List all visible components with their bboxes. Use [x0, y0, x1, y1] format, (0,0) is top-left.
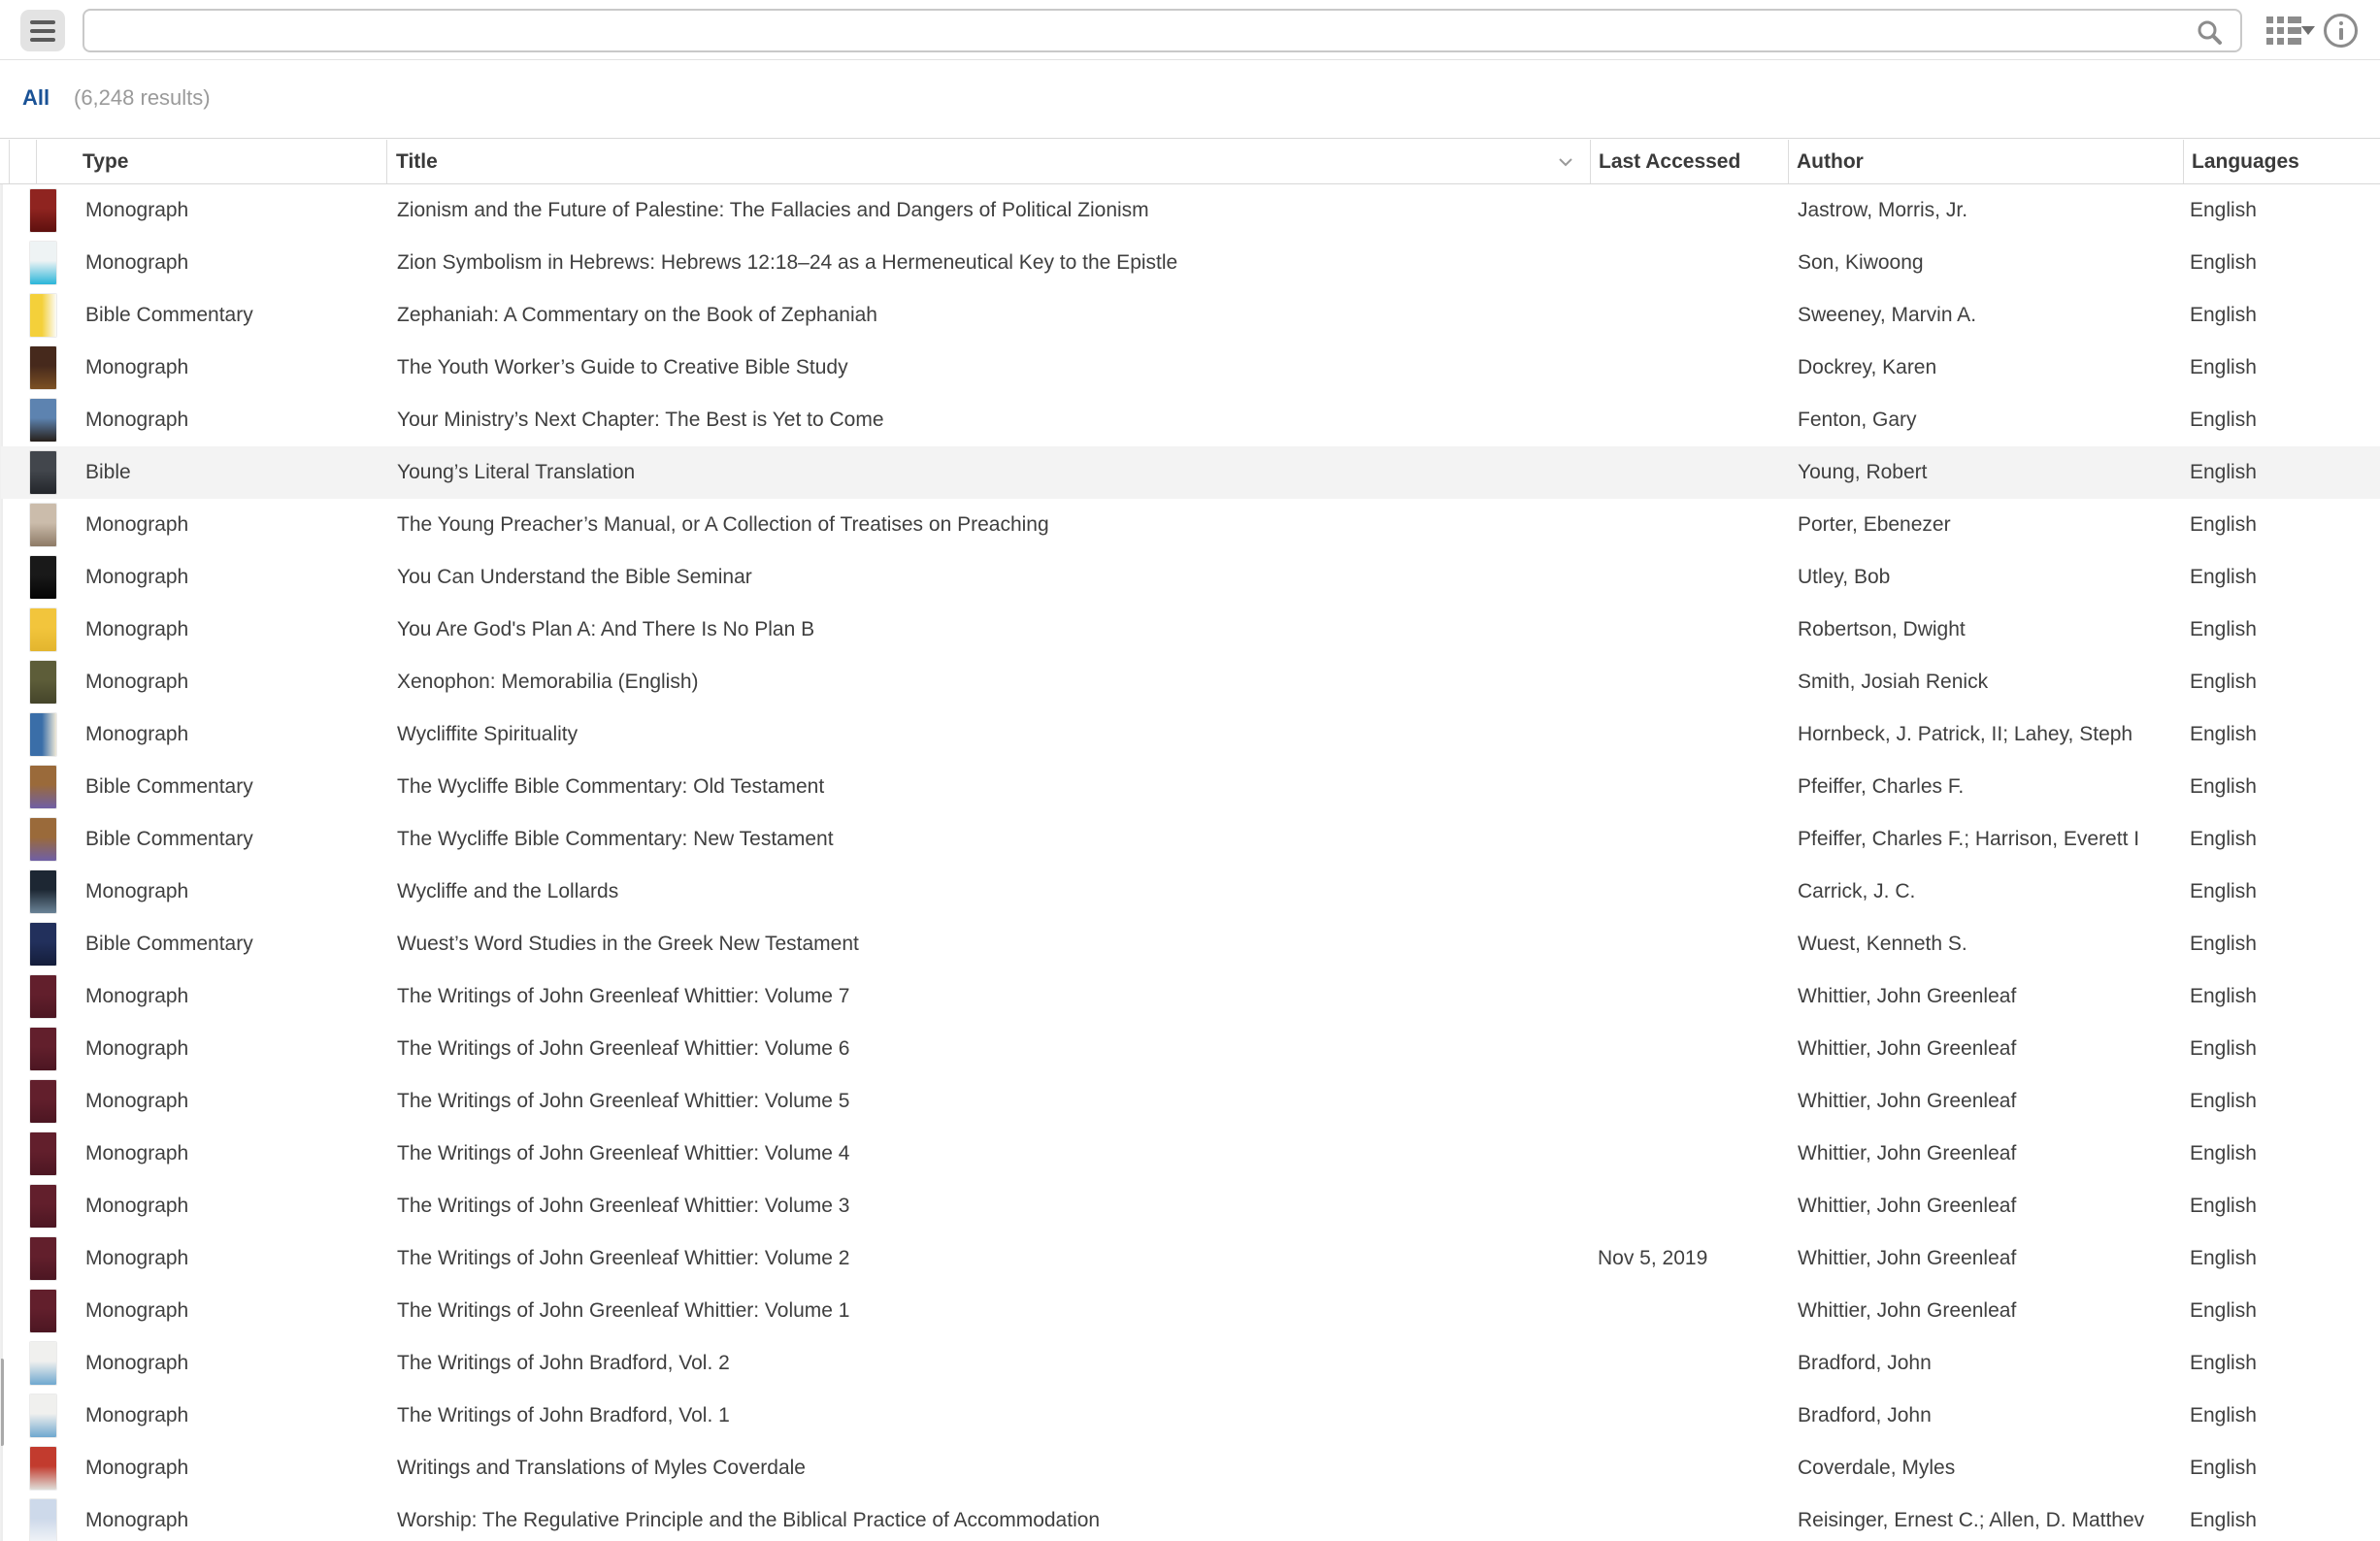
- resource-last-accessed: [1598, 1285, 1787, 1337]
- resource-type: Monograph: [85, 1457, 189, 1479]
- resource-language: English: [2190, 1509, 2257, 1531]
- search-input[interactable]: [96, 13, 2193, 49]
- table-row[interactable]: [1, 918, 2380, 970]
- resource-author: Reisinger, Ernest C.; Allen, D. Matthev: [1798, 1509, 2145, 1531]
- top-toolbar: [0, 0, 2380, 60]
- resource-title: The Writings of John Greenleaf Whittier: Volume 1: [397, 1299, 850, 1322]
- resource-last-accessed: [1598, 1128, 1787, 1180]
- book-cover-thumbnail: [30, 1028, 56, 1070]
- column-header-title[interactable]: Title: [396, 150, 438, 173]
- book-cover-thumbnail: [30, 1499, 56, 1541]
- book-cover-thumbnail: [30, 713, 56, 756]
- book-cover-thumbnail: [30, 1394, 56, 1437]
- resource-author: Dockrey, Karen: [1798, 356, 1937, 378]
- resource-language: English: [2190, 566, 2257, 588]
- table-row[interactable]: [1, 1180, 2380, 1232]
- book-cover-thumbnail: [30, 818, 56, 861]
- table-row[interactable]: [1, 970, 2380, 1023]
- resource-title: The Wycliffe Bible Commentary: New Testament: [397, 828, 834, 850]
- column-header-languages[interactable]: Languages: [2192, 150, 2299, 173]
- table-row[interactable]: [1, 446, 2380, 499]
- resource-title: The Wycliffe Bible Commentary: Old Testament: [397, 775, 825, 798]
- book-cover-thumbnail: [30, 556, 56, 599]
- resource-language: English: [2190, 409, 2257, 431]
- table-row[interactable]: [1, 1023, 2380, 1075]
- table-row[interactable]: [1, 289, 2380, 342]
- resource-last-accessed: [1598, 342, 1787, 394]
- resource-language: English: [2190, 513, 2257, 536]
- resource-author: Whittier, John Greenleaf: [1798, 985, 2017, 1007]
- book-cover-thumbnail: [30, 923, 56, 966]
- resource-last-accessed: [1598, 237, 1787, 289]
- resource-author: Whittier, John Greenleaf: [1798, 1247, 2017, 1269]
- book-cover-thumbnail: [30, 1237, 56, 1280]
- book-cover-thumbnail: [30, 1447, 56, 1490]
- resource-type: Monograph: [85, 1404, 189, 1426]
- resource-type: Monograph: [85, 1142, 189, 1164]
- resource-type: Monograph: [85, 671, 189, 693]
- resource-author: Bradford, John: [1798, 1352, 1932, 1374]
- resource-language: English: [2190, 304, 2257, 326]
- resource-last-accessed: [1598, 394, 1787, 446]
- resource-author: Carrick, J. C.: [1798, 880, 1916, 902]
- resource-last-accessed: [1598, 184, 1787, 237]
- book-cover-thumbnail: [30, 451, 56, 494]
- resource-title: The Writings of John Greenleaf Whittier: Volume 2: [397, 1247, 850, 1269]
- resource-author: Whittier, John Greenleaf: [1798, 1299, 2017, 1322]
- resource-language: English: [2190, 933, 2257, 955]
- resource-title: The Writings of John Greenleaf Whittier: Volume 4: [397, 1142, 850, 1164]
- resource-type: Bible Commentary: [85, 828, 253, 850]
- resource-language: English: [2190, 723, 2257, 745]
- resource-title: Your Ministry’s Next Chapter: The Best is Yet to Come: [397, 409, 884, 431]
- table-row[interactable]: [1, 761, 2380, 813]
- resource-title: The Writings of John Greenleaf Whittier: Volume 3: [397, 1195, 850, 1217]
- resource-language: English: [2190, 775, 2257, 798]
- book-cover-thumbnail: [30, 661, 56, 704]
- book-cover-thumbnail: [30, 1185, 56, 1228]
- column-header-author[interactable]: Author: [1797, 150, 1864, 173]
- resource-type: Monograph: [85, 618, 189, 640]
- resource-title: Wycliffe and the Lollards: [397, 880, 619, 902]
- resource-title: The Young Preacher’s Manual, or A Collection of Treatises on Preaching: [397, 513, 1049, 536]
- resource-last-accessed: [1598, 970, 1787, 1023]
- resource-language: English: [2190, 1299, 2257, 1322]
- resource-title: Zephaniah: A Commentary on the Book of Zephaniah: [397, 304, 877, 326]
- resource-last-accessed: [1598, 656, 1787, 708]
- table-row[interactable]: [1, 394, 2380, 446]
- table-row[interactable]: [1, 1232, 2380, 1285]
- table-row[interactable]: [1, 342, 2380, 394]
- resource-type: Bible: [85, 461, 131, 483]
- resource-author: Utley, Bob: [1798, 566, 1891, 588]
- resource-language: English: [2190, 1195, 2257, 1217]
- filter-all-link[interactable]: All: [22, 85, 50, 110]
- resource-title: Zion Symbolism in Hebrews: Hebrews 12:18–24 as a Hermeneutical Key to the Epistle: [397, 251, 1178, 274]
- resource-language: English: [2190, 251, 2257, 274]
- resource-type: Monograph: [85, 1090, 189, 1112]
- book-cover-thumbnail: [30, 1132, 56, 1175]
- hamburger-menu-button[interactable]: [20, 10, 65, 51]
- resource-last-accessed: [1598, 551, 1787, 604]
- table-row[interactable]: [1, 1075, 2380, 1128]
- resource-type: Monograph: [85, 723, 189, 745]
- results-bar: [0, 60, 2380, 138]
- resource-type: Bible Commentary: [85, 775, 253, 798]
- resource-last-accessed: [1598, 761, 1787, 813]
- resource-type: Monograph: [85, 409, 189, 431]
- resource-author: Wuest, Kenneth S.: [1798, 933, 1967, 955]
- resource-type: Monograph: [85, 356, 189, 378]
- results-count: (6,248 results): [74, 85, 211, 110]
- resource-title: The Writings of John Greenleaf Whittier: Volume 6: [397, 1037, 850, 1060]
- column-header-last-accessed[interactable]: Last Accessed: [1599, 150, 1741, 173]
- resource-last-accessed: [1598, 918, 1787, 970]
- resource-language: English: [2190, 1037, 2257, 1060]
- resource-last-accessed: [1598, 1337, 1787, 1390]
- book-cover-thumbnail: [30, 608, 56, 651]
- table-row[interactable]: [1, 1128, 2380, 1180]
- resource-type: Monograph: [85, 566, 189, 588]
- book-cover-thumbnail: [30, 294, 56, 337]
- resource-last-accessed: [1598, 289, 1787, 342]
- resource-language: English: [2190, 880, 2257, 902]
- resource-author: Whittier, John Greenleaf: [1798, 1142, 2017, 1164]
- book-cover-thumbnail: [30, 504, 56, 546]
- table-row[interactable]: [1, 866, 2380, 918]
- resource-last-accessed: [1598, 1180, 1787, 1232]
- resource-title: Writings and Translations of Myles Coverdale: [397, 1457, 806, 1479]
- resource-language: English: [2190, 356, 2257, 378]
- resource-type: Monograph: [85, 1299, 189, 1322]
- view-options-icon[interactable]: [2266, 16, 2297, 45]
- resource-author: Coverdale, Myles: [1798, 1457, 1956, 1479]
- chevron-down-icon[interactable]: [1556, 153, 1575, 171]
- table-row[interactable]: [1, 1337, 2380, 1390]
- table-row[interactable]: [1, 708, 2380, 761]
- resource-language: English: [2190, 1247, 2257, 1269]
- table-row[interactable]: [1, 813, 2380, 866]
- info-icon[interactable]: [2324, 14, 2358, 48]
- view-options-caret-icon[interactable]: [2301, 26, 2315, 35]
- resource-title: Wycliffite Spirituality: [397, 723, 578, 745]
- resource-author: Pfeiffer, Charles F.; Harrison, Everett I: [1798, 828, 2140, 850]
- resource-type: Monograph: [85, 985, 189, 1007]
- table-row[interactable]: [1, 184, 2380, 237]
- resource-type: Bible Commentary: [85, 933, 253, 955]
- book-cover-thumbnail: [30, 1080, 56, 1123]
- resource-list: [0, 184, 2380, 1541]
- resource-language: English: [2190, 1457, 2257, 1479]
- library-search-box: [83, 9, 2242, 52]
- book-cover-thumbnail: [30, 1290, 56, 1332]
- table-row[interactable]: [1, 656, 2380, 708]
- resource-author: Robertson, Dwight: [1798, 618, 1966, 640]
- resource-language: English: [2190, 1090, 2257, 1112]
- resource-title: The Youth Worker’s Guide to Creative Bible Study: [397, 356, 848, 378]
- resource-language: English: [2190, 828, 2257, 850]
- resource-type: Bible Commentary: [85, 304, 253, 326]
- resource-last-accessed: [1598, 499, 1787, 551]
- resource-type: Monograph: [85, 1247, 189, 1269]
- resource-author: Whittier, John Greenleaf: [1798, 1090, 2017, 1112]
- resource-last-accessed: [1598, 1442, 1787, 1494]
- resource-title: Wuest’s Word Studies in the Greek New Testament: [397, 933, 859, 955]
- resource-author: Son, Kiwoong: [1798, 251, 1924, 274]
- resource-language: English: [2190, 1404, 2257, 1426]
- resource-author: Pfeiffer, Charles F.: [1798, 775, 1965, 798]
- column-header-type[interactable]: Type: [83, 150, 129, 173]
- resource-type: Monograph: [85, 880, 189, 902]
- resource-author: Whittier, John Greenleaf: [1798, 1195, 2017, 1217]
- table-row[interactable]: [1, 551, 2380, 604]
- book-cover-thumbnail: [30, 975, 56, 1018]
- table-header: [0, 138, 2380, 184]
- resource-title: Zionism and the Future of Palestine: The Fallacies and Dangers of Political Zionism: [397, 199, 1149, 221]
- resource-author: Fenton, Gary: [1798, 409, 1917, 431]
- resource-author: Young, Robert: [1798, 461, 1928, 483]
- resource-author: Hornbeck, J. Patrick, II; Lahey, Steph: [1798, 723, 2133, 745]
- resource-language: English: [2190, 461, 2257, 483]
- resource-author: Smith, Josiah Renick: [1798, 671, 1989, 693]
- table-row[interactable]: [1, 1494, 2380, 1541]
- resource-last-accessed: Nov 5, 2019: [1598, 1247, 1708, 1269]
- resource-type: Monograph: [85, 1195, 189, 1217]
- resource-author: Jastrow, Morris, Jr.: [1798, 199, 1968, 221]
- resource-title: Young’s Literal Translation: [397, 461, 636, 483]
- resource-last-accessed: [1598, 604, 1787, 656]
- table-row[interactable]: [1, 1442, 2380, 1494]
- resource-author: Whittier, John Greenleaf: [1798, 1037, 2017, 1060]
- resource-language: English: [2190, 1142, 2257, 1164]
- hamburger-icon: [30, 20, 55, 24]
- search-icon[interactable]: [2196, 18, 2223, 46]
- resource-language: English: [2190, 199, 2257, 221]
- resource-title: You Can Understand the Bible Seminar: [397, 566, 752, 588]
- table-row[interactable]: [1, 499, 2380, 551]
- resource-last-accessed: [1598, 866, 1787, 918]
- resource-title: Worship: The Regulative Principle and the Biblical Practice of Accommodation: [397, 1509, 1101, 1531]
- resource-title: Xenophon: Memorabilia (English): [397, 671, 699, 693]
- resource-title: The Writings of John Greenleaf Whittier: Volume 7: [397, 985, 850, 1007]
- book-cover-thumbnail: [30, 1342, 56, 1385]
- resource-type: Monograph: [85, 513, 189, 536]
- resource-last-accessed: [1598, 708, 1787, 761]
- resource-language: English: [2190, 671, 2257, 693]
- book-cover-thumbnail: [30, 242, 56, 284]
- table-row[interactable]: [1, 1285, 2380, 1337]
- resource-type: Monograph: [85, 1352, 189, 1374]
- resource-language: English: [2190, 618, 2257, 640]
- book-cover-thumbnail: [30, 189, 56, 232]
- book-cover-thumbnail: [30, 766, 56, 808]
- resource-title: The Writings of John Bradford, Vol. 1: [397, 1404, 730, 1426]
- resource-type: Monograph: [85, 1037, 189, 1060]
- resource-last-accessed: [1598, 1494, 1787, 1541]
- resource-title: The Writings of John Greenleaf Whittier: Volume 5: [397, 1090, 850, 1112]
- resource-author: Bradford, John: [1798, 1404, 1932, 1426]
- resource-type: Monograph: [85, 1509, 189, 1531]
- resource-language: English: [2190, 985, 2257, 1007]
- resource-last-accessed: [1598, 1023, 1787, 1075]
- table-row[interactable]: [1, 1390, 2380, 1442]
- book-cover-thumbnail: [30, 399, 56, 442]
- resource-last-accessed: [1598, 1075, 1787, 1128]
- book-cover-thumbnail: [30, 346, 56, 389]
- resource-author: Sweeney, Marvin A.: [1798, 304, 1977, 326]
- resource-type: Monograph: [85, 251, 189, 274]
- table-row[interactable]: [1, 604, 2380, 656]
- resource-last-accessed: [1598, 446, 1787, 499]
- book-cover-thumbnail: [30, 870, 56, 913]
- resource-last-accessed: [1598, 813, 1787, 866]
- resource-title: The Writings of John Bradford, Vol. 2: [397, 1352, 730, 1374]
- resource-last-accessed: [1598, 1390, 1787, 1442]
- resource-author: Porter, Ebenezer: [1798, 513, 1951, 536]
- resource-type: Monograph: [85, 199, 189, 221]
- resource-language: English: [2190, 1352, 2257, 1374]
- resource-title: You Are God's Plan A: And There Is No Plan B: [397, 618, 815, 640]
- table-row[interactable]: [1, 237, 2380, 289]
